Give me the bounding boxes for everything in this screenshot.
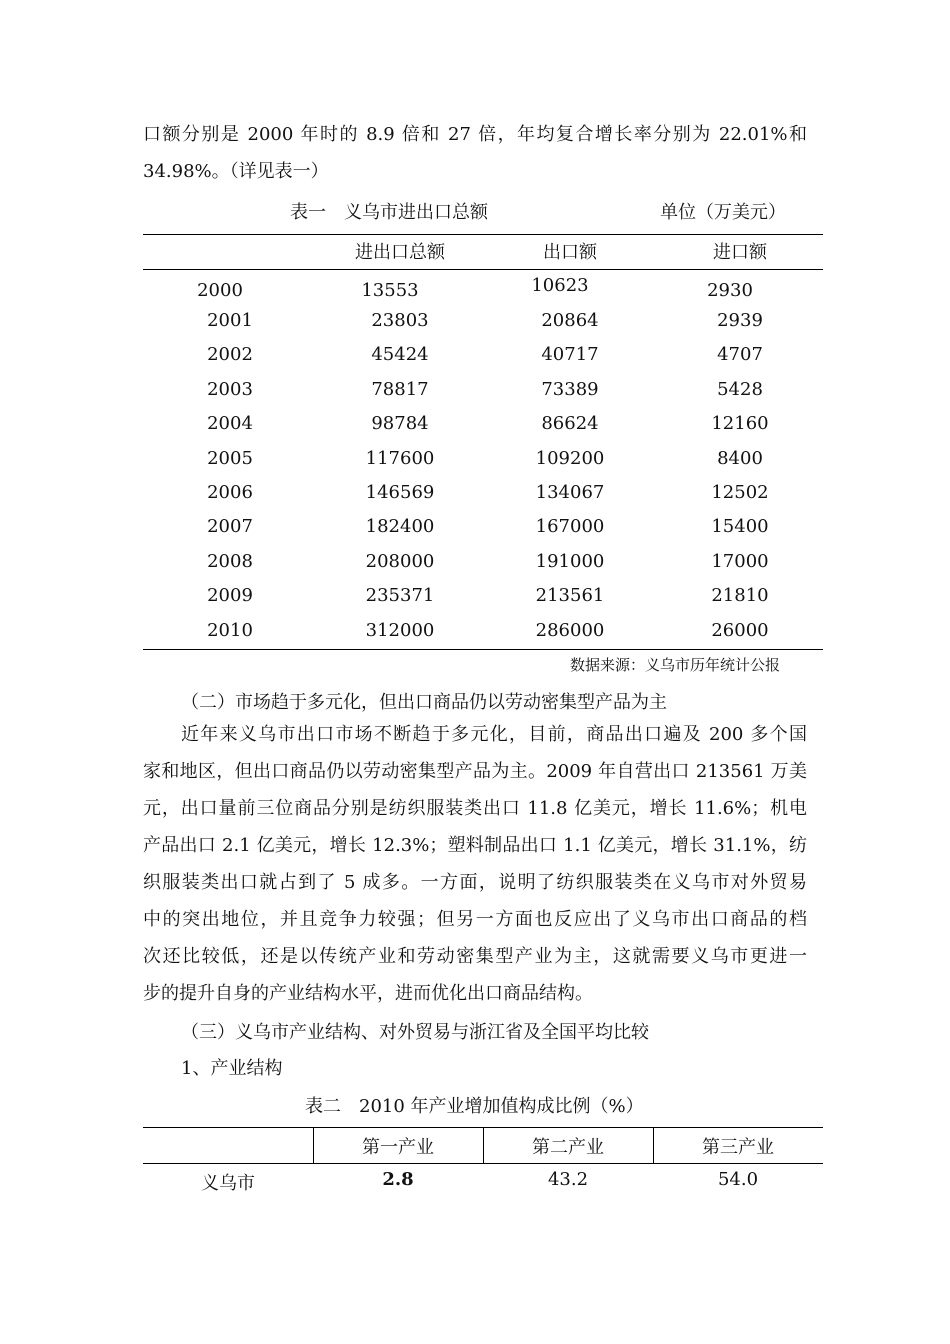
table1-cell-import: 12160 — [711, 413, 769, 435]
table1-unit: 单位（万美元） — [660, 202, 786, 223]
table1-cell-total: 235371 — [365, 585, 435, 607]
section3-subheading: 1、产业结构 — [181, 1058, 283, 1079]
table1-cell-export: 167000 — [535, 516, 605, 538]
table1-cell-import: 17000 — [711, 550, 769, 572]
table1-caption: 表一 义乌市进出口总额 — [290, 202, 488, 223]
table1-cell-export: 134067 — [535, 482, 605, 503]
table1-cell-year: 2003 — [207, 378, 253, 400]
table1-cell-import: 4707 — [717, 344, 763, 366]
table2-header-secondary: 第二产业 — [532, 1137, 604, 1158]
table1-cell-year: 2009 — [207, 585, 253, 607]
section2-line: 元，出口量前三位商品分别是纺织服装类出口 11.8 亿美元，增长 11.6%；机电 — [143, 798, 807, 819]
table2-cell-tertiary: 54.0 — [717, 1169, 759, 1190]
table1-header-total: 进出口总额 — [355, 242, 445, 263]
table1-cell-total: 208000 — [365, 550, 435, 572]
table1-cell-year: 2005 — [207, 447, 253, 469]
table1-cell-export: 20864 — [541, 310, 599, 331]
table1-cell-total: 312000 — [365, 619, 435, 641]
table1-source: 数据来源：义乌市历年统计公报 — [570, 656, 781, 674]
table2-header-rule — [143, 1163, 823, 1164]
table1-cell-year: 2007 — [207, 516, 253, 538]
table1-cell-import: 12502 — [711, 482, 769, 503]
table1-cell-import: 2930 — [707, 280, 753, 301]
intro-line: 34.98%。（详见表一） — [143, 161, 329, 182]
section2-line: 中的突出地位，并且竞争力较强；但另一方面也反应出了义乌市出口商品的档 — [143, 909, 807, 930]
table2-cell-secondary: 43.2 — [547, 1169, 589, 1190]
table1-header-import: 进口额 — [713, 242, 767, 263]
table1-cell-import: 15400 — [711, 516, 769, 538]
table1-cell-year: 2002 — [207, 344, 253, 366]
table1-cell-export: 10623 — [531, 275, 589, 296]
table1-cell-year: 2004 — [207, 413, 253, 435]
intro-paragraph — [143, 116, 807, 190]
table1-cell-import: 26000 — [711, 619, 769, 641]
table1-cell-import: 5428 — [717, 378, 763, 400]
table1-cell-export: 86624 — [541, 413, 599, 435]
table1-cell-import: 21810 — [711, 585, 769, 607]
table1-cell-export: 286000 — [535, 619, 605, 641]
table1-cell-total: 98784 — [371, 413, 429, 435]
section2-line: 步的提升自身的产业结构水平，进而优化出口商品结构。 — [143, 983, 593, 1004]
table1-cell-export: 40717 — [541, 344, 599, 366]
table1-cell-total: 23803 — [371, 310, 429, 331]
table1-cell-total: 117600 — [365, 447, 435, 469]
table1-cell-year: 2010 — [207, 619, 253, 641]
intro-line: 口额分别是 2000 年时的 8.9 倍和 27 倍，年均复合增长率分别为 22.01%和 — [143, 124, 807, 145]
table1-header-rule — [143, 269, 823, 270]
table1-bottom-rule — [143, 649, 823, 650]
table1-top-rule — [143, 234, 823, 235]
table1-cell-year: 2006 — [207, 482, 253, 503]
section2-line: 织服装类出口就占到了 5 成多。一方面，说明了纺织服装类在义乌市对外贸易 — [143, 872, 807, 893]
table2-header-tertiary: 第三产业 — [702, 1137, 774, 1158]
table1-cell-year: 2000 — [197, 280, 243, 301]
section2-line: 产品出口 2.1 亿美元，增长 12.3%；塑料制品出口 1.1 亿美元，增长 31.1%，纺 — [143, 835, 807, 856]
table1-cell-export: 191000 — [535, 550, 605, 572]
section2-line: 家和地区，但出口商品仍以劳动密集型产品为主。2009 年自营出口 213561 万美 — [143, 761, 807, 782]
section2-paragraph — [143, 716, 807, 1012]
table1-cell-total: 45424 — [371, 344, 429, 366]
section2-line: 次还比较低，还是以传统产业和劳动密集型产业为主，这就需要义乌市更进一 — [143, 946, 807, 967]
table1-cell-export: 109200 — [535, 447, 605, 469]
table1-cell-total: 78817 — [371, 378, 429, 400]
table1-cell-total: 13553 — [361, 280, 419, 301]
table1-cell-total: 146569 — [365, 482, 435, 503]
table1-cell-total: 182400 — [365, 516, 435, 538]
section3-heading: （三）义乌市产业结构、对外贸易与浙江省及全国平均比较 — [181, 1022, 649, 1043]
table1-cell-year: 2008 — [207, 550, 253, 572]
table1-cell-import: 2939 — [717, 310, 763, 331]
section2-line: 近年来义乌市出口市场不断趋于多元化，目前，商品出口遍及 200 多个国 — [181, 724, 807, 745]
table1-cell-import: 8400 — [717, 447, 763, 469]
table2-row-name: 义乌市 — [201, 1173, 255, 1194]
table2-header-primary: 第一产业 — [362, 1137, 434, 1158]
table1-cell-export: 73389 — [541, 378, 599, 400]
section2-heading: （二）市场趋于多元化，但出口商品仍以劳动密集型产品为主 — [181, 692, 667, 713]
table1-cell-export: 213561 — [535, 585, 605, 607]
table2-cell-primary: 2.8 — [382, 1169, 414, 1190]
table1-header-export: 出口额 — [543, 242, 597, 263]
table2-caption: 表二 2010 年产业增加值构成比例（%） — [305, 1096, 644, 1117]
table1-cell-year: 2001 — [207, 310, 253, 331]
